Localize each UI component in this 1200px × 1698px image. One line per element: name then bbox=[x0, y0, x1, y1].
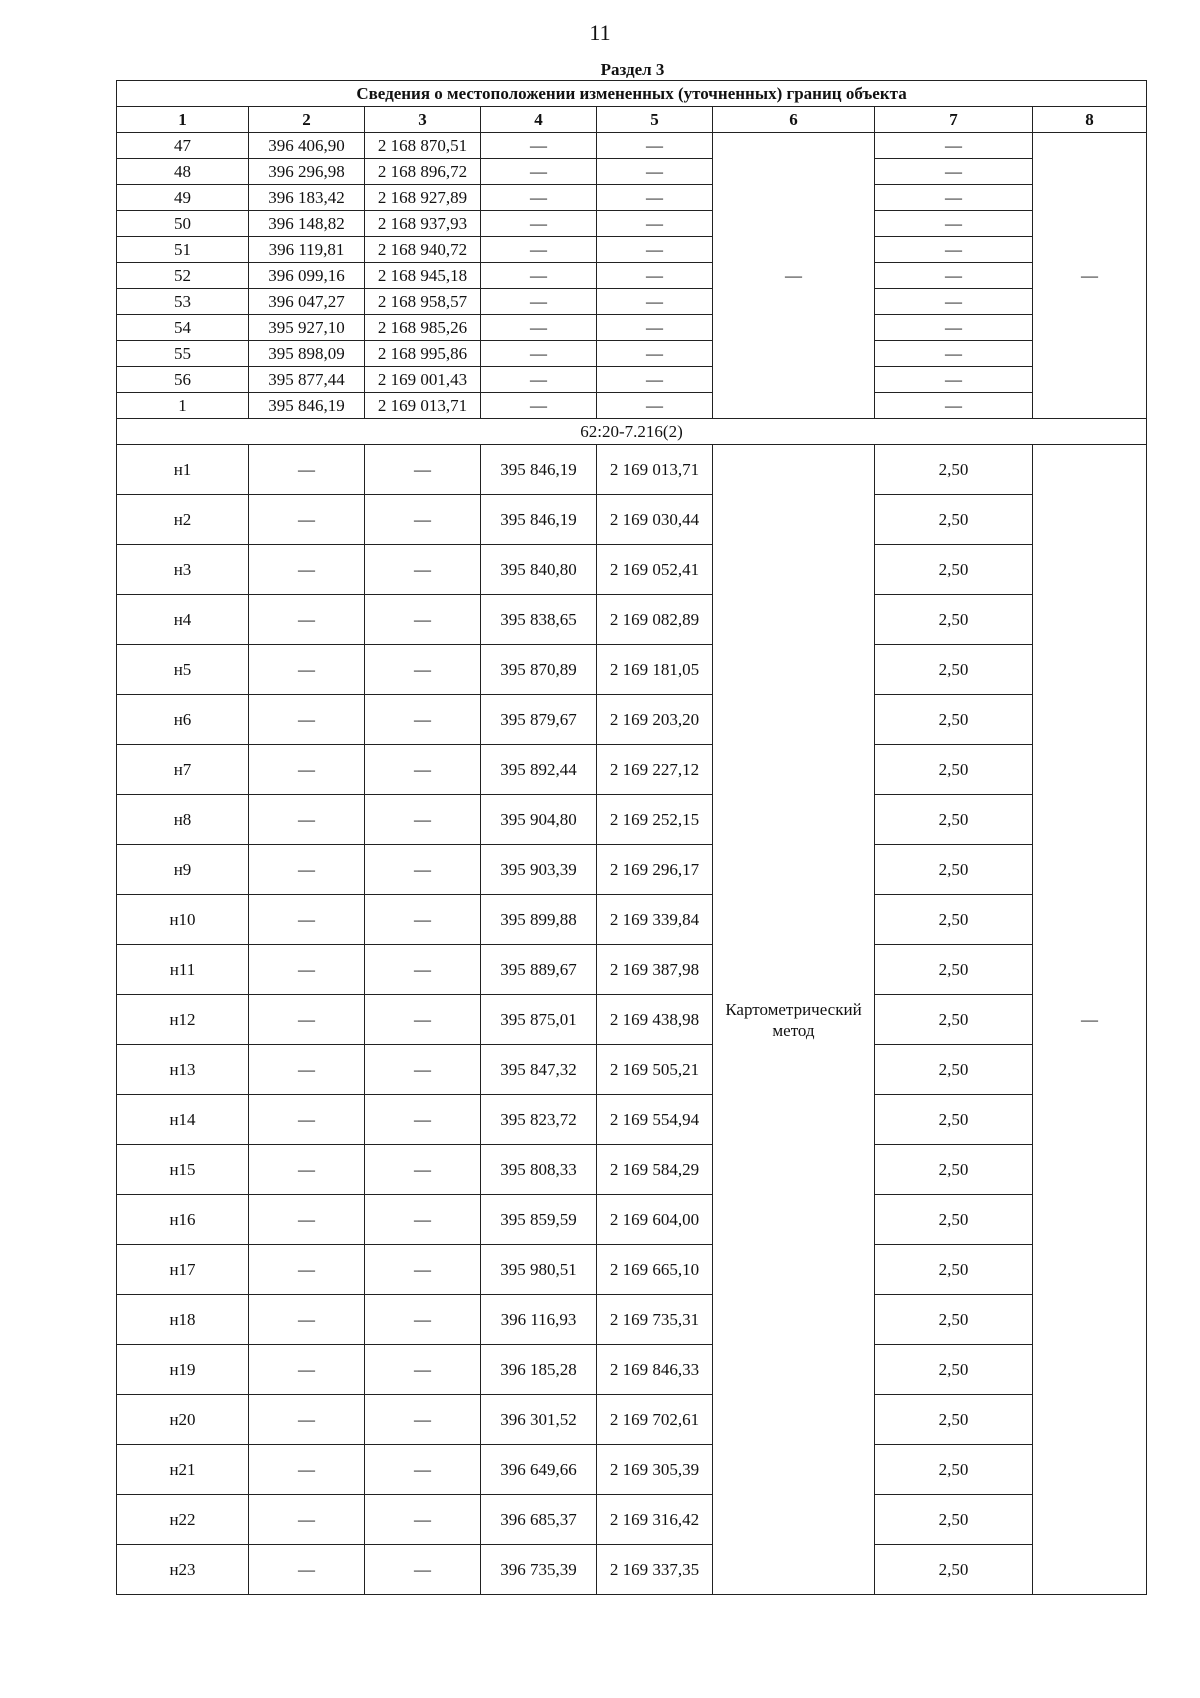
coord-y-new: 2 169 505,21 bbox=[597, 1045, 713, 1095]
column-header-6: 6 bbox=[713, 107, 875, 133]
coord-y-old: 2 168 927,89 bbox=[365, 185, 481, 211]
point-number: н13 bbox=[117, 1045, 249, 1095]
accuracy-cell: 2,50 bbox=[875, 995, 1033, 1045]
table-row bbox=[117, 695, 1147, 745]
table-row bbox=[117, 237, 1147, 263]
coord-x-old: 396 148,82 bbox=[249, 211, 365, 237]
table-row bbox=[117, 289, 1147, 315]
coord-y-new: 2 169 665,10 bbox=[597, 1245, 713, 1295]
point-number: н23 bbox=[117, 1545, 249, 1595]
coord-x-old: — bbox=[249, 545, 365, 595]
point-number: 52 bbox=[117, 263, 249, 289]
point-number: н8 bbox=[117, 795, 249, 845]
coord-y-old: — bbox=[365, 1195, 481, 1245]
point-number: н9 bbox=[117, 845, 249, 895]
accuracy-cell: 2,50 bbox=[875, 1545, 1033, 1595]
coord-x-old: — bbox=[249, 745, 365, 795]
accuracy-cell: 2,50 bbox=[875, 1345, 1033, 1395]
coord-x-new: 396 685,37 bbox=[481, 1495, 597, 1545]
point-number: н16 bbox=[117, 1195, 249, 1245]
coord-y-new: 2 169 604,00 bbox=[597, 1195, 713, 1245]
table-row bbox=[117, 341, 1147, 367]
coord-y-old: — bbox=[365, 1445, 481, 1495]
coord-y-old: — bbox=[365, 995, 481, 1045]
accuracy-cell: — bbox=[875, 289, 1033, 315]
section-title: Раздел 3 bbox=[600, 60, 665, 79]
point-number: н3 bbox=[117, 545, 249, 595]
point-number: н4 bbox=[117, 595, 249, 645]
accuracy-cell: — bbox=[875, 211, 1033, 237]
coord-x-new: 396 649,66 bbox=[481, 1445, 597, 1495]
coord-y-new: — bbox=[597, 185, 713, 211]
table-row bbox=[117, 445, 1147, 495]
point-number: н20 bbox=[117, 1395, 249, 1445]
table-row bbox=[117, 185, 1147, 211]
coord-x-new: 396 185,28 bbox=[481, 1345, 597, 1395]
accuracy-cell: 2,50 bbox=[875, 895, 1033, 945]
coord-x-old: — bbox=[249, 1145, 365, 1195]
coord-y-new: — bbox=[597, 263, 713, 289]
accuracy-cell: 2,50 bbox=[875, 1295, 1033, 1345]
point-number: н15 bbox=[117, 1145, 249, 1195]
coord-y-new: 2 169 337,35 bbox=[597, 1545, 713, 1595]
page-number: 11 bbox=[589, 20, 611, 45]
coord-x-old: — bbox=[249, 895, 365, 945]
coord-y-new: — bbox=[597, 159, 713, 185]
coord-y-new: 2 169 316,42 bbox=[597, 1495, 713, 1545]
coord-x-old: — bbox=[249, 995, 365, 1045]
coord-y-new: — bbox=[597, 133, 713, 159]
parcel-label: 62:20-7.216(2) bbox=[117, 419, 1147, 445]
coord-y-new: — bbox=[597, 367, 713, 393]
boundary-table bbox=[116, 80, 1147, 1595]
column-header-7: 7 bbox=[875, 107, 1033, 133]
coord-x-old: 396 099,16 bbox=[249, 263, 365, 289]
point-number: н17 bbox=[117, 1245, 249, 1295]
table-row bbox=[117, 995, 1147, 1045]
coord-y-new: — bbox=[597, 315, 713, 341]
coord-y-new: — bbox=[597, 341, 713, 367]
coord-x-new: 395 846,19 bbox=[481, 495, 597, 545]
coord-x-new: 395 859,59 bbox=[481, 1195, 597, 1245]
point-number: н1 bbox=[117, 445, 249, 495]
coord-y-new: 2 169 735,31 bbox=[597, 1295, 713, 1345]
coord-x-new: 395 899,88 bbox=[481, 895, 597, 945]
coord-y-old: 2 168 937,93 bbox=[365, 211, 481, 237]
column-header-8: 8 bbox=[1033, 107, 1147, 133]
table-row bbox=[117, 1295, 1147, 1345]
accuracy-cell: 2,50 bbox=[875, 1395, 1033, 1445]
table-row bbox=[117, 895, 1147, 945]
table-row bbox=[117, 795, 1147, 845]
accuracy-cell: — bbox=[875, 133, 1033, 159]
coord-y-old: 2 168 945,18 bbox=[365, 263, 481, 289]
column-header-5: 5 bbox=[597, 107, 713, 133]
accuracy-cell: 2,50 bbox=[875, 1245, 1033, 1295]
coord-y-old: — bbox=[365, 495, 481, 545]
point-number: н5 bbox=[117, 645, 249, 695]
table-row bbox=[117, 315, 1147, 341]
table-row bbox=[117, 545, 1147, 595]
coord-y-old: — bbox=[365, 695, 481, 745]
coord-y-old: 2 168 896,72 bbox=[365, 159, 481, 185]
coord-x-new: 395 889,67 bbox=[481, 945, 597, 995]
coord-x-old: 395 846,19 bbox=[249, 393, 365, 419]
coord-x-new: 396 301,52 bbox=[481, 1395, 597, 1445]
description-cell: — bbox=[1033, 133, 1147, 419]
point-number: н19 bbox=[117, 1345, 249, 1395]
coord-x-old: — bbox=[249, 1495, 365, 1545]
point-number: 48 bbox=[117, 159, 249, 185]
coord-x-new: 395 808,33 bbox=[481, 1145, 597, 1195]
point-number: н6 bbox=[117, 695, 249, 745]
coord-x-new: — bbox=[481, 185, 597, 211]
accuracy-cell: — bbox=[875, 237, 1033, 263]
coord-y-new: — bbox=[597, 211, 713, 237]
table-row bbox=[117, 945, 1147, 995]
column-header-2: 2 bbox=[249, 107, 365, 133]
coord-y-old: — bbox=[365, 1045, 481, 1095]
table-row bbox=[117, 595, 1147, 645]
coord-x-old: — bbox=[249, 1095, 365, 1145]
coord-x-new: 395 875,01 bbox=[481, 995, 597, 1045]
point-number: 54 bbox=[117, 315, 249, 341]
coord-y-new: 2 169 296,17 bbox=[597, 845, 713, 895]
coord-x-new: — bbox=[481, 315, 597, 341]
table-title: Сведения о местоположении измененных (уточненных) границ объекта bbox=[117, 81, 1147, 107]
point-number: н11 bbox=[117, 945, 249, 995]
coord-y-old: — bbox=[365, 445, 481, 495]
coord-y-new: 2 169 181,05 bbox=[597, 645, 713, 695]
table-row bbox=[117, 263, 1147, 289]
accuracy-cell: 2,50 bbox=[875, 745, 1033, 795]
accuracy-cell: 2,50 bbox=[875, 645, 1033, 695]
coord-y-new: 2 169 846,33 bbox=[597, 1345, 713, 1395]
accuracy-cell: — bbox=[875, 341, 1033, 367]
coord-y-old: — bbox=[365, 795, 481, 845]
coord-y-old: 2 168 985,26 bbox=[365, 315, 481, 341]
table-row bbox=[117, 211, 1147, 237]
table-row bbox=[117, 645, 1147, 695]
coord-x-old: — bbox=[249, 845, 365, 895]
table-row bbox=[117, 159, 1147, 185]
point-number: н10 bbox=[117, 895, 249, 945]
coord-y-old: — bbox=[365, 645, 481, 695]
coord-x-old: — bbox=[249, 1195, 365, 1245]
coord-x-new: 395 840,80 bbox=[481, 545, 597, 595]
table-row bbox=[117, 393, 1147, 419]
coord-x-old: — bbox=[249, 495, 365, 545]
accuracy-cell: 2,50 bbox=[875, 1495, 1033, 1545]
coord-y-new: 2 169 584,29 bbox=[597, 1145, 713, 1195]
accuracy-cell: — bbox=[875, 159, 1033, 185]
coord-x-new: — bbox=[481, 211, 597, 237]
coord-x-old: — bbox=[249, 1245, 365, 1295]
table-row bbox=[117, 1095, 1147, 1145]
coord-y-new: 2 169 082,89 bbox=[597, 595, 713, 645]
coord-x-new: 395 892,44 bbox=[481, 745, 597, 795]
coord-x-new: — bbox=[481, 289, 597, 315]
table-row bbox=[117, 1545, 1147, 1595]
table-row bbox=[117, 495, 1147, 545]
coord-x-old: — bbox=[249, 1295, 365, 1345]
coord-y-new: 2 169 203,20 bbox=[597, 695, 713, 745]
table-row bbox=[117, 1345, 1147, 1395]
coord-y-old: — bbox=[365, 845, 481, 895]
coord-x-new: 395 879,67 bbox=[481, 695, 597, 745]
coord-y-old: — bbox=[365, 1395, 481, 1445]
table-row bbox=[117, 845, 1147, 895]
accuracy-cell: 2,50 bbox=[875, 845, 1033, 895]
accuracy-cell: — bbox=[875, 315, 1033, 341]
coord-x-new: 395 870,89 bbox=[481, 645, 597, 695]
accuracy-cell: 2,50 bbox=[875, 945, 1033, 995]
coord-y-new: 2 169 702,61 bbox=[597, 1395, 713, 1445]
coord-x-new: — bbox=[481, 341, 597, 367]
coord-x-new: — bbox=[481, 159, 597, 185]
table-row bbox=[117, 1445, 1147, 1495]
coord-x-new: — bbox=[481, 237, 597, 263]
coord-x-new: — bbox=[481, 133, 597, 159]
coord-x-old: — bbox=[249, 1345, 365, 1395]
point-number: 55 bbox=[117, 341, 249, 367]
coord-y-old: 2 169 001,43 bbox=[365, 367, 481, 393]
coord-x-new: — bbox=[481, 263, 597, 289]
point-number: 49 bbox=[117, 185, 249, 211]
table-row bbox=[117, 1495, 1147, 1545]
accuracy-cell: 2,50 bbox=[875, 1045, 1033, 1095]
coord-y-old: — bbox=[365, 1495, 481, 1545]
accuracy-cell: 2,50 bbox=[875, 695, 1033, 745]
coord-x-old: — bbox=[249, 945, 365, 995]
accuracy-cell: 2,50 bbox=[875, 595, 1033, 645]
coord-y-old: — bbox=[365, 745, 481, 795]
accuracy-cell: 2,50 bbox=[875, 1095, 1033, 1145]
coord-x-new: — bbox=[481, 393, 597, 419]
coord-x-old: 396 296,98 bbox=[249, 159, 365, 185]
coord-x-old: 396 183,42 bbox=[249, 185, 365, 211]
coord-y-new: 2 169 305,39 bbox=[597, 1445, 713, 1495]
coord-y-new: 2 169 438,98 bbox=[597, 995, 713, 1045]
coord-y-new: 2 169 227,12 bbox=[597, 745, 713, 795]
table-row bbox=[117, 367, 1147, 393]
coord-y-new: 2 169 013,71 bbox=[597, 445, 713, 495]
coord-x-old: — bbox=[249, 445, 365, 495]
table-row bbox=[117, 1045, 1147, 1095]
accuracy-cell: 2,50 bbox=[875, 1195, 1033, 1245]
accuracy-cell: 2,50 bbox=[875, 1445, 1033, 1495]
point-number: н18 bbox=[117, 1295, 249, 1345]
coord-y-new: — bbox=[597, 289, 713, 315]
table-body bbox=[117, 133, 1147, 1595]
column-header-row bbox=[117, 107, 1147, 133]
coord-x-old: — bbox=[249, 695, 365, 745]
accuracy-cell: 2,50 bbox=[875, 795, 1033, 845]
coord-x-new: 395 980,51 bbox=[481, 1245, 597, 1295]
coord-y-new: 2 169 387,98 bbox=[597, 945, 713, 995]
coord-x-old: 395 898,09 bbox=[249, 341, 365, 367]
accuracy-cell: 2,50 bbox=[875, 545, 1033, 595]
point-number: н7 bbox=[117, 745, 249, 795]
coord-y-new: 2 169 052,41 bbox=[597, 545, 713, 595]
coord-x-old: — bbox=[249, 1545, 365, 1595]
coord-x-new: — bbox=[481, 367, 597, 393]
coord-y-old: — bbox=[365, 1295, 481, 1345]
coord-y-old: 2 168 870,51 bbox=[365, 133, 481, 159]
point-number: 47 bbox=[117, 133, 249, 159]
coord-x-old: 396 047,27 bbox=[249, 289, 365, 315]
description-cell: — bbox=[1033, 445, 1147, 1595]
coord-x-new: 395 904,80 bbox=[481, 795, 597, 845]
column-header-3: 3 bbox=[365, 107, 481, 133]
coord-y-old: 2 168 940,72 bbox=[365, 237, 481, 263]
coord-x-new: 395 823,72 bbox=[481, 1095, 597, 1145]
coord-y-old: 2 169 013,71 bbox=[365, 393, 481, 419]
coord-y-old: 2 168 958,57 bbox=[365, 289, 481, 315]
accuracy-cell: 2,50 bbox=[875, 495, 1033, 545]
accuracy-cell: — bbox=[875, 367, 1033, 393]
coord-y-old: — bbox=[365, 545, 481, 595]
coord-y-new: 2 169 030,44 bbox=[597, 495, 713, 545]
coord-x-new: 396 735,39 bbox=[481, 1545, 597, 1595]
accuracy-cell: — bbox=[875, 185, 1033, 211]
coord-x-old: — bbox=[249, 1395, 365, 1445]
coord-y-old: — bbox=[365, 945, 481, 995]
coord-x-new: 395 903,39 bbox=[481, 845, 597, 895]
column-header-1: 1 bbox=[117, 107, 249, 133]
coord-y-old: 2 168 995,86 bbox=[365, 341, 481, 367]
table-row bbox=[117, 745, 1147, 795]
coord-y-new: — bbox=[597, 237, 713, 263]
point-number: 53 bbox=[117, 289, 249, 315]
coord-x-old: 395 877,44 bbox=[249, 367, 365, 393]
coord-y-old: — bbox=[365, 1245, 481, 1295]
accuracy-cell: 2,50 bbox=[875, 445, 1033, 495]
coord-x-old: — bbox=[249, 1445, 365, 1495]
coord-y-new: 2 169 554,94 bbox=[597, 1095, 713, 1145]
point-number: 1 bbox=[117, 393, 249, 419]
coord-x-new: 396 116,93 bbox=[481, 1295, 597, 1345]
point-number: 56 bbox=[117, 367, 249, 393]
point-number: н14 bbox=[117, 1095, 249, 1145]
table-row bbox=[117, 1245, 1147, 1295]
coord-x-old: 396 406,90 bbox=[249, 133, 365, 159]
point-number: 51 bbox=[117, 237, 249, 263]
method-cell: Картометрический метод bbox=[713, 445, 875, 1595]
coord-x-old: — bbox=[249, 645, 365, 695]
coord-y-new: 2 169 252,15 bbox=[597, 795, 713, 845]
coord-x-old: — bbox=[249, 1045, 365, 1095]
table-row bbox=[117, 1195, 1147, 1245]
table-row bbox=[117, 1395, 1147, 1445]
column-header-4: 4 bbox=[481, 107, 597, 133]
accuracy-cell: 2,50 bbox=[875, 1145, 1033, 1195]
point-number: н21 bbox=[117, 1445, 249, 1495]
coord-x-new: 395 846,19 bbox=[481, 445, 597, 495]
table-row bbox=[117, 133, 1147, 159]
coord-x-new: 395 847,32 bbox=[481, 1045, 597, 1095]
parcel-label-row bbox=[117, 419, 1147, 445]
coord-x-old: — bbox=[249, 595, 365, 645]
table-row bbox=[117, 1145, 1147, 1195]
coord-x-old: — bbox=[249, 795, 365, 845]
coord-x-old: 395 927,10 bbox=[249, 315, 365, 341]
coord-y-new: — bbox=[597, 393, 713, 419]
coord-y-old: — bbox=[365, 1145, 481, 1195]
point-number: н2 bbox=[117, 495, 249, 545]
coord-x-old: 396 119,81 bbox=[249, 237, 365, 263]
coord-y-old: — bbox=[365, 1095, 481, 1145]
point-number: 50 bbox=[117, 211, 249, 237]
coord-y-new: 2 169 339,84 bbox=[597, 895, 713, 945]
coord-x-new: 395 838,65 bbox=[481, 595, 597, 645]
coord-y-old: — bbox=[365, 1545, 481, 1595]
coord-y-old: — bbox=[365, 895, 481, 945]
accuracy-cell: — bbox=[875, 393, 1033, 419]
point-number: н22 bbox=[117, 1495, 249, 1545]
coord-y-old: — bbox=[365, 595, 481, 645]
accuracy-cell: — bbox=[875, 263, 1033, 289]
coord-y-old: — bbox=[365, 1345, 481, 1395]
method-cell: — bbox=[713, 133, 875, 419]
point-number: н12 bbox=[117, 995, 249, 1045]
